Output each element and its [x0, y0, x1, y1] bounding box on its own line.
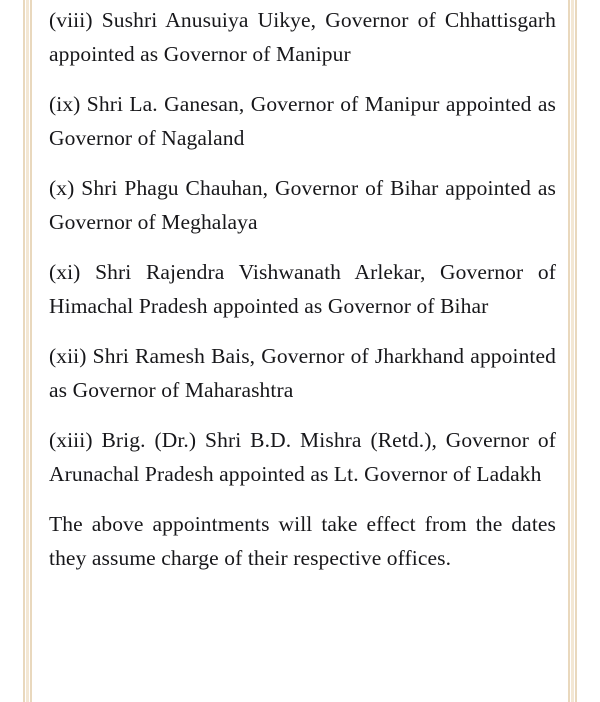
left-rule-line-outer [23, 0, 25, 702]
list-item: (xii) Shri Ramesh Bais, Governor of Jharkhand appointed as Governor of Maharashtra [49, 344, 556, 402]
document-body [49, 0, 556, 575]
list-item: (viii) Sushri Anusuiya Uikye, Governor of Chhattisgarh appointed as Governor of Manipur [49, 8, 556, 66]
right-rule-line-edge [575, 0, 577, 702]
right-margin-rule [568, 0, 577, 702]
left-rule-line-inner [26, 0, 29, 702]
left-rule-line-edge [30, 0, 32, 702]
left-margin-rule [23, 0, 32, 702]
closing-paragraph: The above appointments will take effect from the dates they assume charge of their respective offices. [49, 512, 556, 570]
list-item: (xiii) Brig. (Dr.) Shri B.D. Mishra (Retd.), Governor of Arunachal Pradesh appointed as Lt. Governor of Ladakh [49, 428, 556, 486]
list-item: (ix) Shri La. Ganesan, Governor of Manipur appointed as Governor of Nagaland [49, 92, 556, 150]
right-rule-line-outer [568, 0, 570, 702]
list-item: (x) Shri Phagu Chauhan, Governor of Bihar appointed as Governor of Meghalaya [49, 176, 556, 234]
list-item: (xi) Shri Rajendra Vishwanath Arlekar, Governor of Himachal Pradesh appointed as Governor of Bihar [49, 260, 556, 318]
right-rule-line-inner [571, 0, 574, 702]
